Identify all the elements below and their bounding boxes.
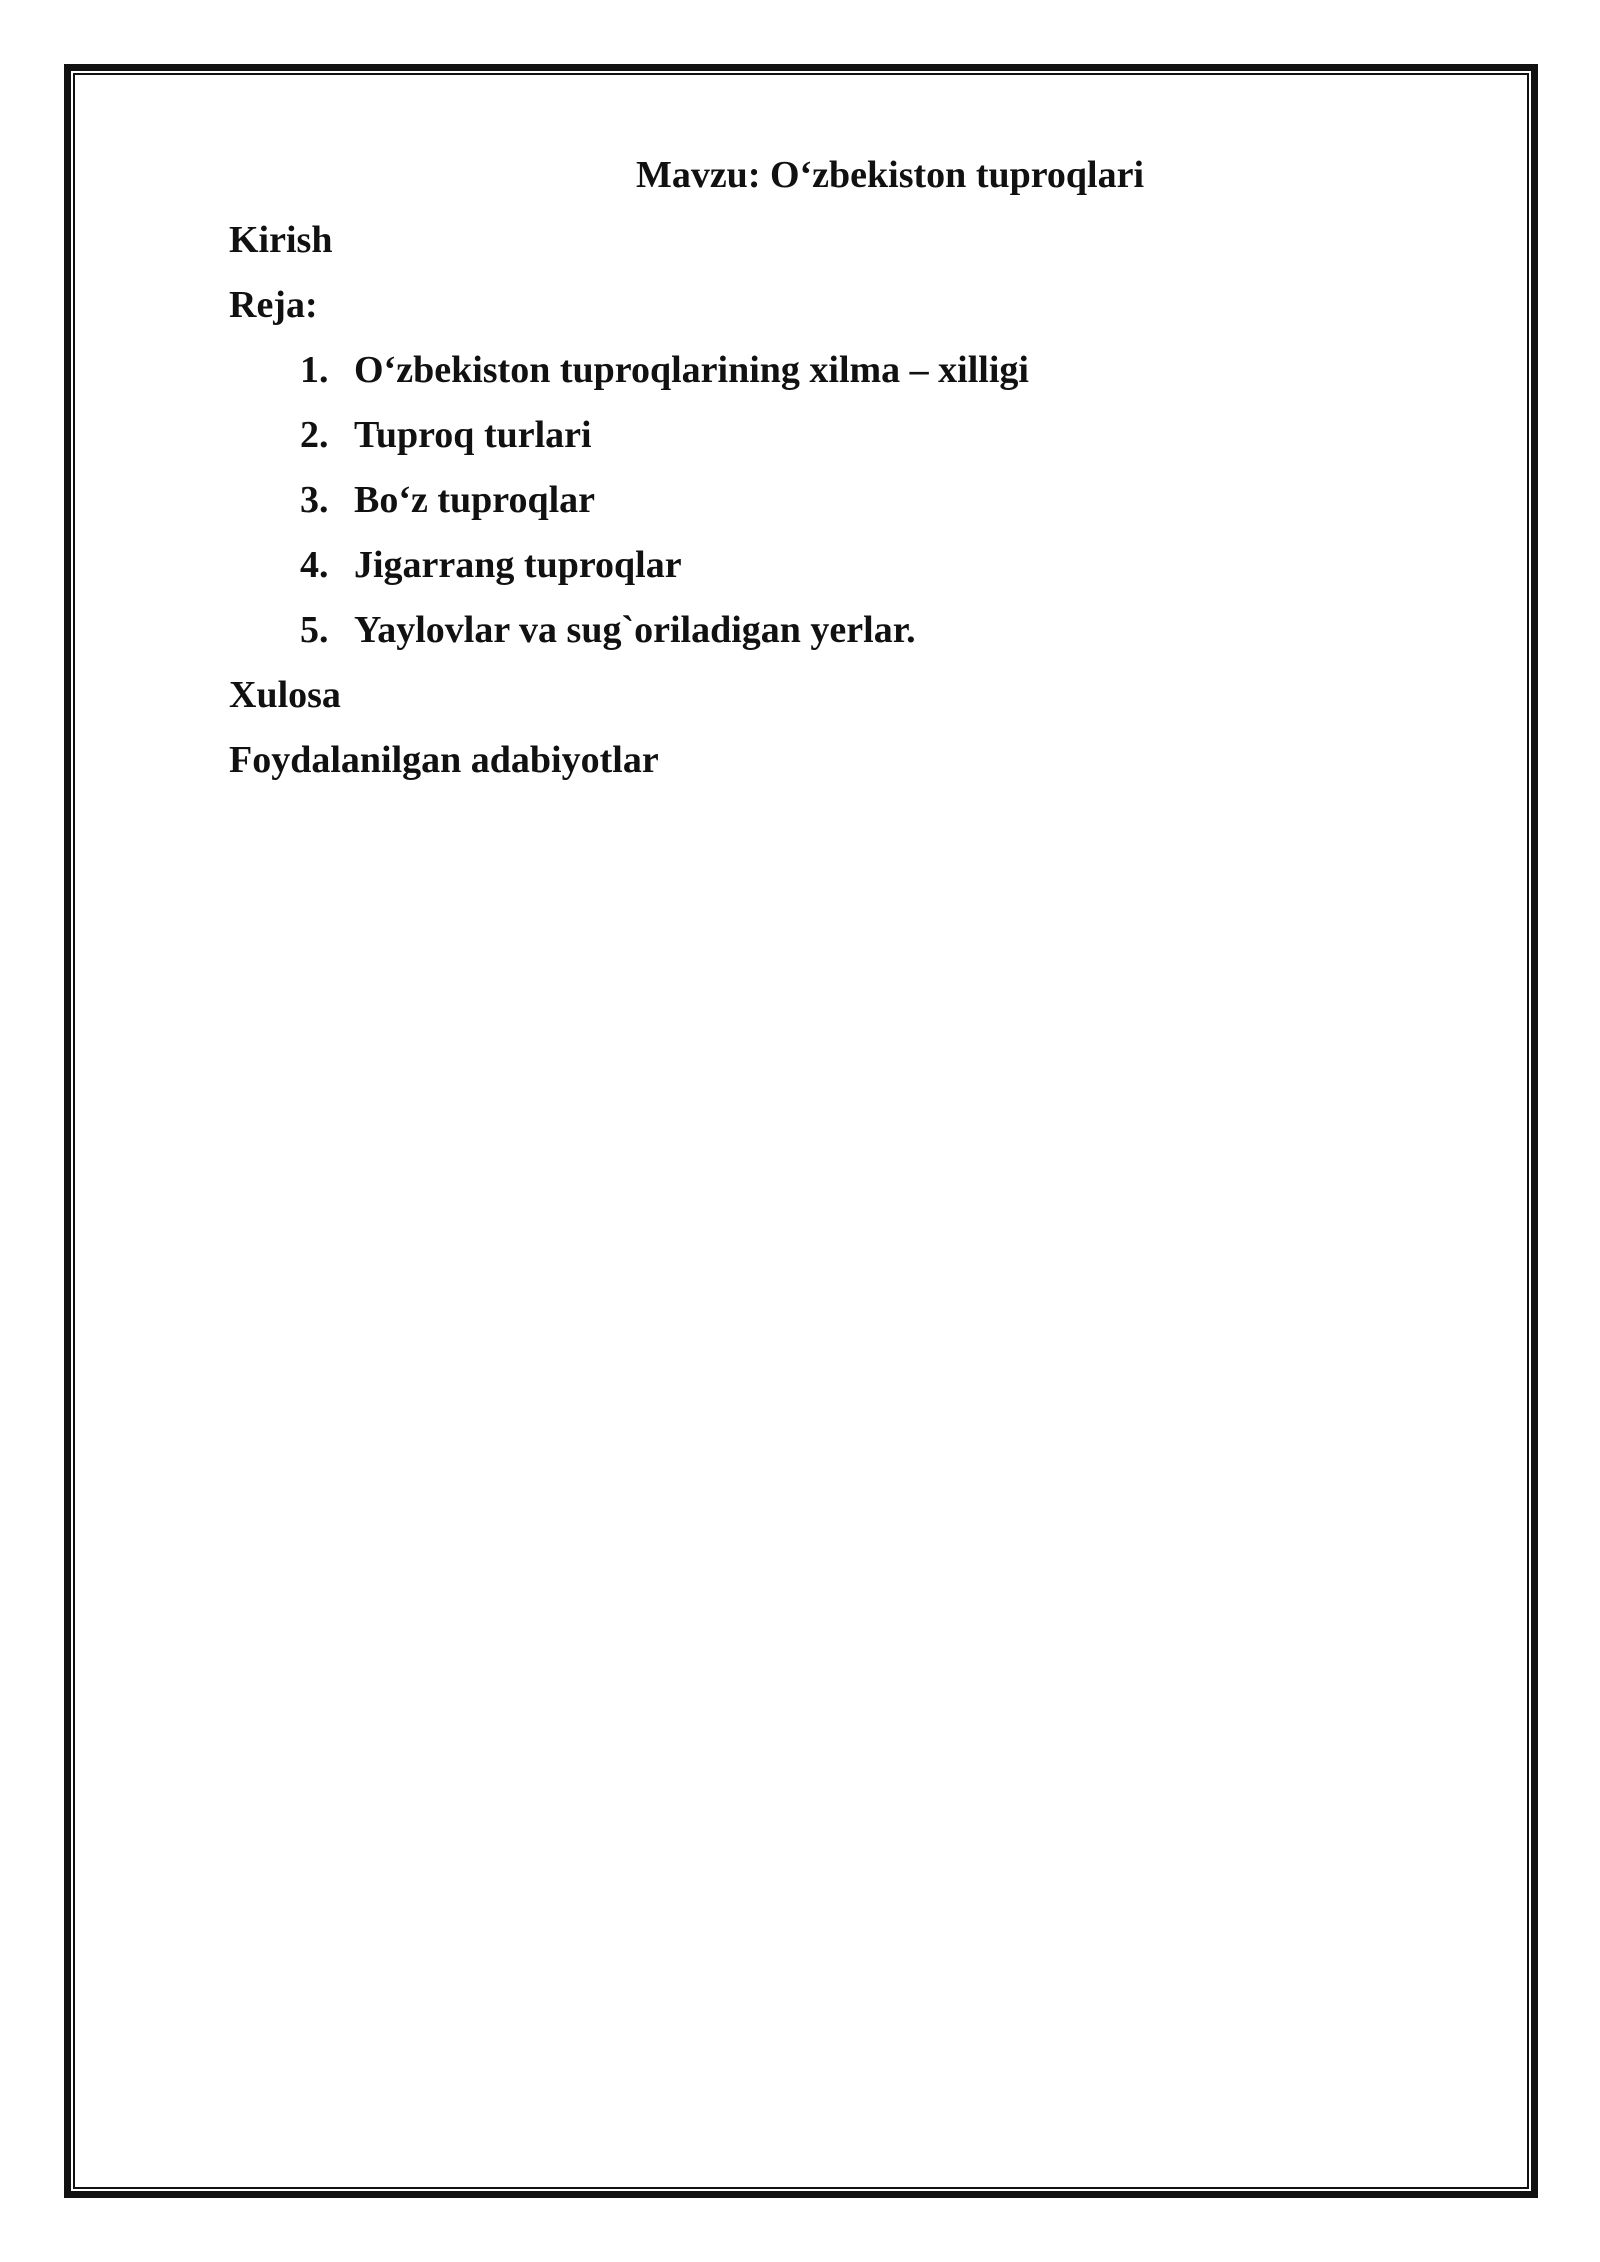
plan-item-text: Yaylovlar va sug`oriladigan yerlar. xyxy=(354,609,916,651)
plan-item-number: 5. xyxy=(300,609,329,651)
plan-item xyxy=(300,605,1029,670)
plan-item xyxy=(300,345,1029,410)
plan-item xyxy=(300,540,1029,605)
plan-item-number: 1. xyxy=(300,349,329,391)
plan-item-number: 4. xyxy=(300,544,329,586)
plan-item-text: Bo‘z tuproqlar xyxy=(354,479,596,521)
plan-item-number: 3. xyxy=(300,479,329,521)
plan-item-text: Tuproq turlari xyxy=(354,414,592,456)
plan-item xyxy=(300,410,1029,475)
plan-list xyxy=(300,345,1029,670)
plan-heading: Reja: xyxy=(229,284,318,326)
conclusion-heading: Xulosa xyxy=(229,674,341,716)
intro-heading: Kirish xyxy=(229,219,333,261)
plan-item-text: Jigarrang tuproqlar xyxy=(354,544,682,586)
plan-item-text: O‘zbekiston tuproqlarining xilma – xilligi xyxy=(354,349,1029,391)
references-heading: Foydalanilgan adabiyotlar xyxy=(229,739,659,781)
plan-item-number: 2. xyxy=(300,414,329,456)
plan-item xyxy=(300,475,1029,540)
page-title: Mavzu: O‘zbekiston tuproqlari xyxy=(635,154,1145,196)
